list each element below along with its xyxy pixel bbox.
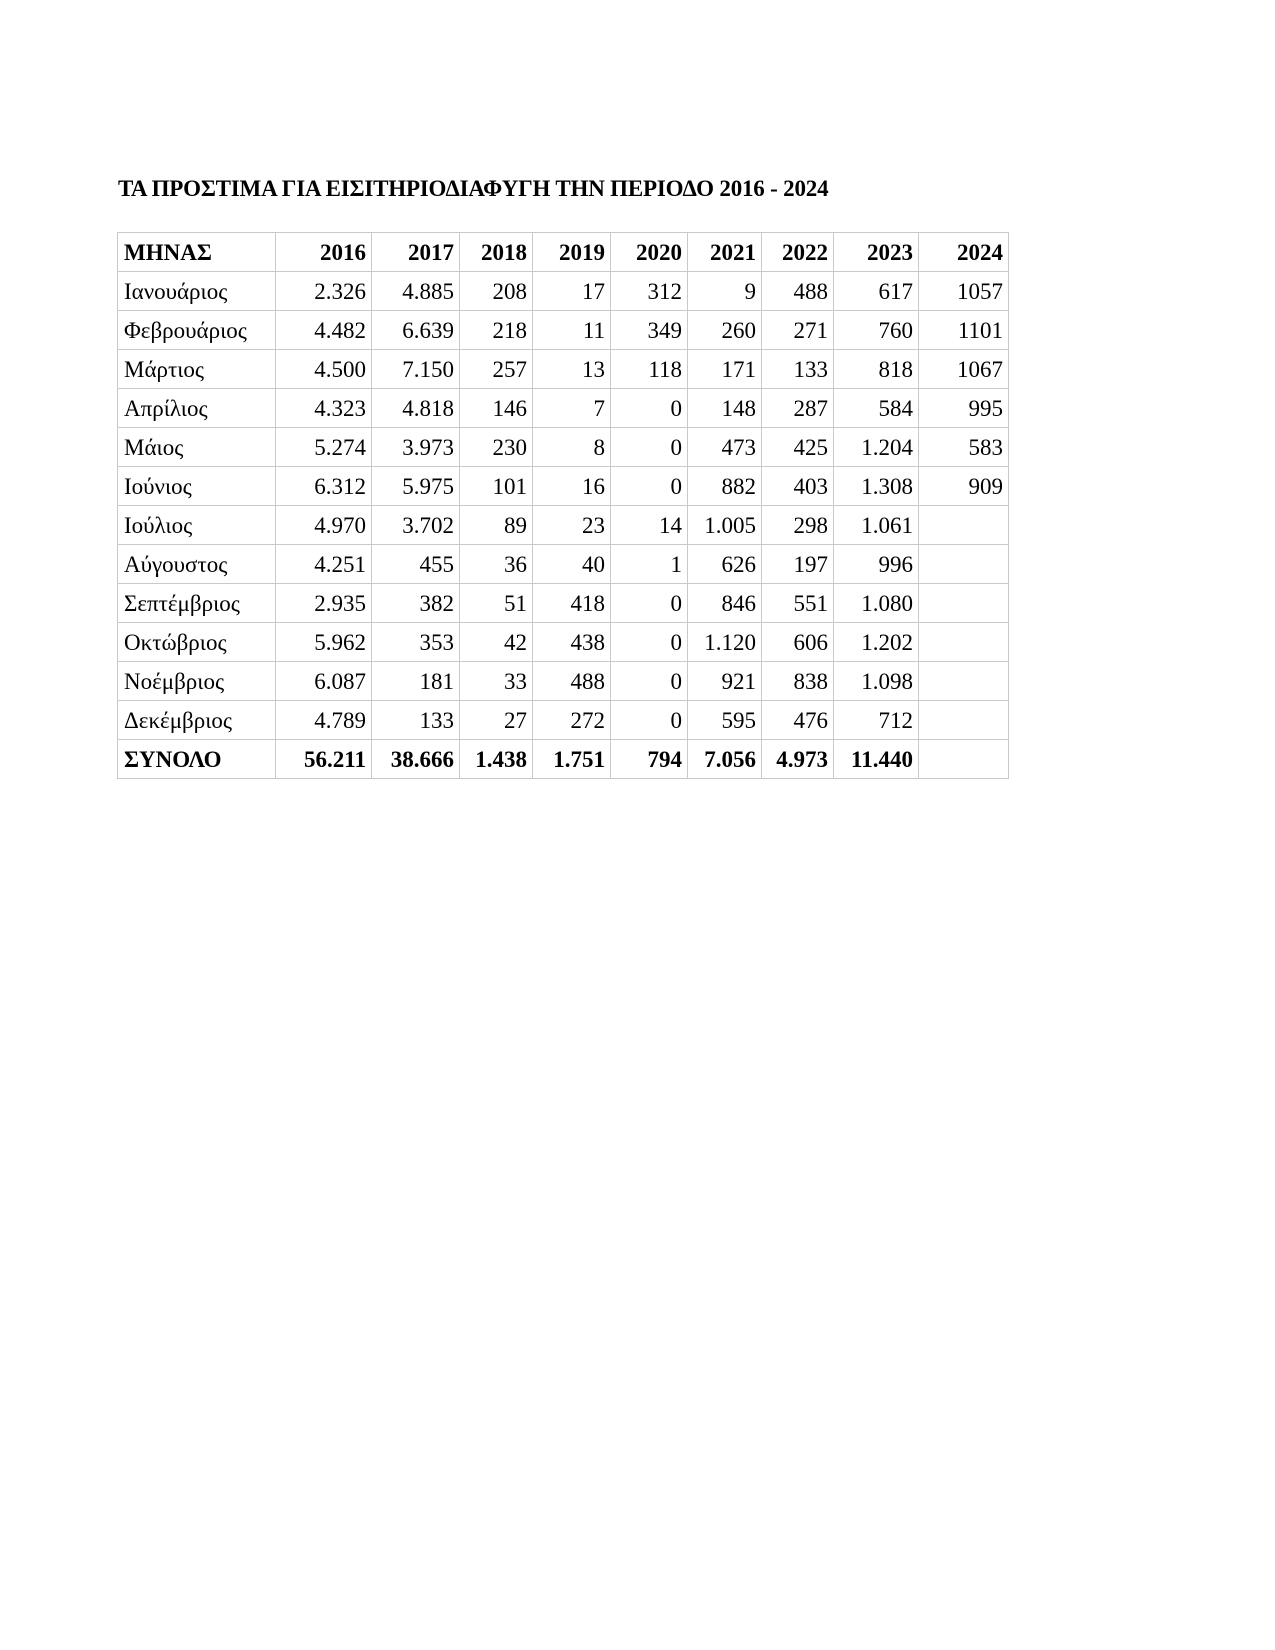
value-cell: 6.087 <box>276 662 372 701</box>
month-cell: Μάιος <box>118 428 276 467</box>
value-cell: 995 <box>919 389 1009 428</box>
value-cell: 6.312 <box>276 467 372 506</box>
value-cell: 0 <box>611 662 688 701</box>
value-cell: 606 <box>762 623 834 662</box>
value-cell: 312 <box>611 272 688 311</box>
value-cell: 36 <box>460 545 533 584</box>
value-cell <box>919 740 1009 779</box>
value-cell: 1 <box>611 545 688 584</box>
value-cell: 2016 <box>276 233 372 272</box>
value-cell: 1.005 <box>688 506 762 545</box>
value-cell: 33 <box>460 662 533 701</box>
value-cell: 17 <box>533 272 611 311</box>
value-cell: 9 <box>688 272 762 311</box>
value-cell: 11.440 <box>834 740 919 779</box>
value-cell: 1.061 <box>834 506 919 545</box>
value-cell: 418 <box>533 584 611 623</box>
value-cell: 1057 <box>919 272 1009 311</box>
value-cell: 2023 <box>834 233 919 272</box>
value-cell: 2020 <box>611 233 688 272</box>
value-cell: 1.204 <box>834 428 919 467</box>
value-cell: 40 <box>533 545 611 584</box>
value-cell: 1067 <box>919 350 1009 389</box>
table-row <box>118 506 1009 545</box>
value-cell: 42 <box>460 623 533 662</box>
value-cell: 626 <box>688 545 762 584</box>
value-cell: 425 <box>762 428 834 467</box>
value-cell: 1.080 <box>834 584 919 623</box>
table-row <box>118 428 1009 467</box>
value-cell: 197 <box>762 545 834 584</box>
value-cell: 0 <box>611 623 688 662</box>
fines-table <box>117 232 1009 779</box>
page-title: ΤΑ ΠΡΟΣΤΙΜΑ ΓΙΑ ΕΙΣΙΤΗΡΙΟΔΙΑΦΥΓΗ ΤΗΝ ΠΕΡΙΟΔΟ 2016 - 2024 <box>118 176 829 201</box>
value-cell: 3.702 <box>372 506 460 545</box>
value-cell: 473 <box>688 428 762 467</box>
month-cell: Μάρτιος <box>118 350 276 389</box>
value-cell: 349 <box>611 311 688 350</box>
value-cell: 271 <box>762 311 834 350</box>
value-cell: 4.323 <box>276 389 372 428</box>
value-cell: 230 <box>460 428 533 467</box>
value-cell: 476 <box>762 701 834 740</box>
value-cell: 2024 <box>919 233 1009 272</box>
value-cell: 4.251 <box>276 545 372 584</box>
value-cell <box>919 662 1009 701</box>
value-cell: 882 <box>688 467 762 506</box>
value-cell: 4.789 <box>276 701 372 740</box>
table-row <box>118 701 1009 740</box>
value-cell: 27 <box>460 701 533 740</box>
value-cell: 1.308 <box>834 467 919 506</box>
value-cell: 921 <box>688 662 762 701</box>
value-cell: 353 <box>372 623 460 662</box>
value-cell: 11 <box>533 311 611 350</box>
value-cell: 0 <box>611 467 688 506</box>
table-row <box>118 584 1009 623</box>
value-cell: 4.482 <box>276 311 372 350</box>
value-cell: 2022 <box>762 233 834 272</box>
value-cell <box>919 584 1009 623</box>
table-row <box>118 311 1009 350</box>
value-cell <box>919 506 1009 545</box>
value-cell: 218 <box>460 311 533 350</box>
value-cell: 260 <box>688 311 762 350</box>
value-cell: 14 <box>611 506 688 545</box>
value-cell: 272 <box>533 701 611 740</box>
month-cell: Φεβρουάριος <box>118 311 276 350</box>
value-cell: 455 <box>372 545 460 584</box>
table-row <box>118 623 1009 662</box>
value-cell: 7 <box>533 389 611 428</box>
value-cell <box>919 545 1009 584</box>
value-cell: 488 <box>533 662 611 701</box>
month-cell: Νοέμβριος <box>118 662 276 701</box>
value-cell: 101 <box>460 467 533 506</box>
value-cell: 438 <box>533 623 611 662</box>
value-cell: 4.885 <box>372 272 460 311</box>
value-cell <box>919 623 1009 662</box>
table-body <box>118 233 1009 779</box>
value-cell: 133 <box>762 350 834 389</box>
table-row <box>118 662 1009 701</box>
value-cell: 13 <box>533 350 611 389</box>
month-cell: Ιούνιος <box>118 467 276 506</box>
table-row <box>118 389 1009 428</box>
value-cell: 6.639 <box>372 311 460 350</box>
value-cell: 146 <box>460 389 533 428</box>
month-cell: Ιούλιος <box>118 506 276 545</box>
value-cell: 16 <box>533 467 611 506</box>
value-cell: 1.120 <box>688 623 762 662</box>
value-cell: 794 <box>611 740 688 779</box>
value-cell: 2017 <box>372 233 460 272</box>
value-cell: 0 <box>611 389 688 428</box>
value-cell: 403 <box>762 467 834 506</box>
value-cell: 1101 <box>919 311 1009 350</box>
value-cell: 51 <box>460 584 533 623</box>
value-cell: 712 <box>834 701 919 740</box>
value-cell: 89 <box>460 506 533 545</box>
value-cell: 4.973 <box>762 740 834 779</box>
table-row <box>118 272 1009 311</box>
value-cell: 38.666 <box>372 740 460 779</box>
month-cell: Ιανουάριος <box>118 272 276 311</box>
value-cell: 1.438 <box>460 740 533 779</box>
value-cell: 8 <box>533 428 611 467</box>
value-cell: 488 <box>762 272 834 311</box>
value-cell: 7.150 <box>372 350 460 389</box>
table-total-row <box>118 740 1009 779</box>
value-cell: 133 <box>372 701 460 740</box>
month-cell: ΣΥΝΟΛΟ <box>118 740 276 779</box>
value-cell: 257 <box>460 350 533 389</box>
value-cell: 4.500 <box>276 350 372 389</box>
value-cell: 760 <box>834 311 919 350</box>
value-cell: 0 <box>611 428 688 467</box>
value-cell: 2.326 <box>276 272 372 311</box>
value-cell: 551 <box>762 584 834 623</box>
month-cell: Απρίλιος <box>118 389 276 428</box>
value-cell: 1.098 <box>834 662 919 701</box>
value-cell: 996 <box>834 545 919 584</box>
month-cell: Οκτώβριος <box>118 623 276 662</box>
value-cell: 56.211 <box>276 740 372 779</box>
month-cell: Αύγουστος <box>118 545 276 584</box>
value-cell: 595 <box>688 701 762 740</box>
value-cell <box>919 701 1009 740</box>
value-cell: 838 <box>762 662 834 701</box>
table-row <box>118 467 1009 506</box>
value-cell: 7.056 <box>688 740 762 779</box>
value-cell: 584 <box>834 389 919 428</box>
table-row <box>118 545 1009 584</box>
value-cell: 287 <box>762 389 834 428</box>
value-cell: 2019 <box>533 233 611 272</box>
value-cell: 118 <box>611 350 688 389</box>
value-cell: 1.751 <box>533 740 611 779</box>
month-cell: Σεπτέμβριος <box>118 584 276 623</box>
value-cell: 583 <box>919 428 1009 467</box>
month-cell: ΜΗΝΑΣ <box>118 233 276 272</box>
value-cell: 1.202 <box>834 623 919 662</box>
value-cell: 2018 <box>460 233 533 272</box>
table-row <box>118 350 1009 389</box>
value-cell: 4.818 <box>372 389 460 428</box>
value-cell: 818 <box>834 350 919 389</box>
value-cell: 3.973 <box>372 428 460 467</box>
value-cell: 148 <box>688 389 762 428</box>
value-cell: 5.975 <box>372 467 460 506</box>
value-cell: 5.962 <box>276 623 372 662</box>
value-cell: 0 <box>611 701 688 740</box>
value-cell: 298 <box>762 506 834 545</box>
month-cell: Δεκέμβριος <box>118 701 276 740</box>
value-cell: 909 <box>919 467 1009 506</box>
value-cell: 23 <box>533 506 611 545</box>
value-cell: 171 <box>688 350 762 389</box>
value-cell: 2021 <box>688 233 762 272</box>
value-cell: 181 <box>372 662 460 701</box>
value-cell: 617 <box>834 272 919 311</box>
value-cell: 5.274 <box>276 428 372 467</box>
value-cell: 4.970 <box>276 506 372 545</box>
value-cell: 382 <box>372 584 460 623</box>
table-header-row <box>118 233 1009 272</box>
value-cell: 2.935 <box>276 584 372 623</box>
value-cell: 208 <box>460 272 533 311</box>
value-cell: 846 <box>688 584 762 623</box>
value-cell: 0 <box>611 584 688 623</box>
